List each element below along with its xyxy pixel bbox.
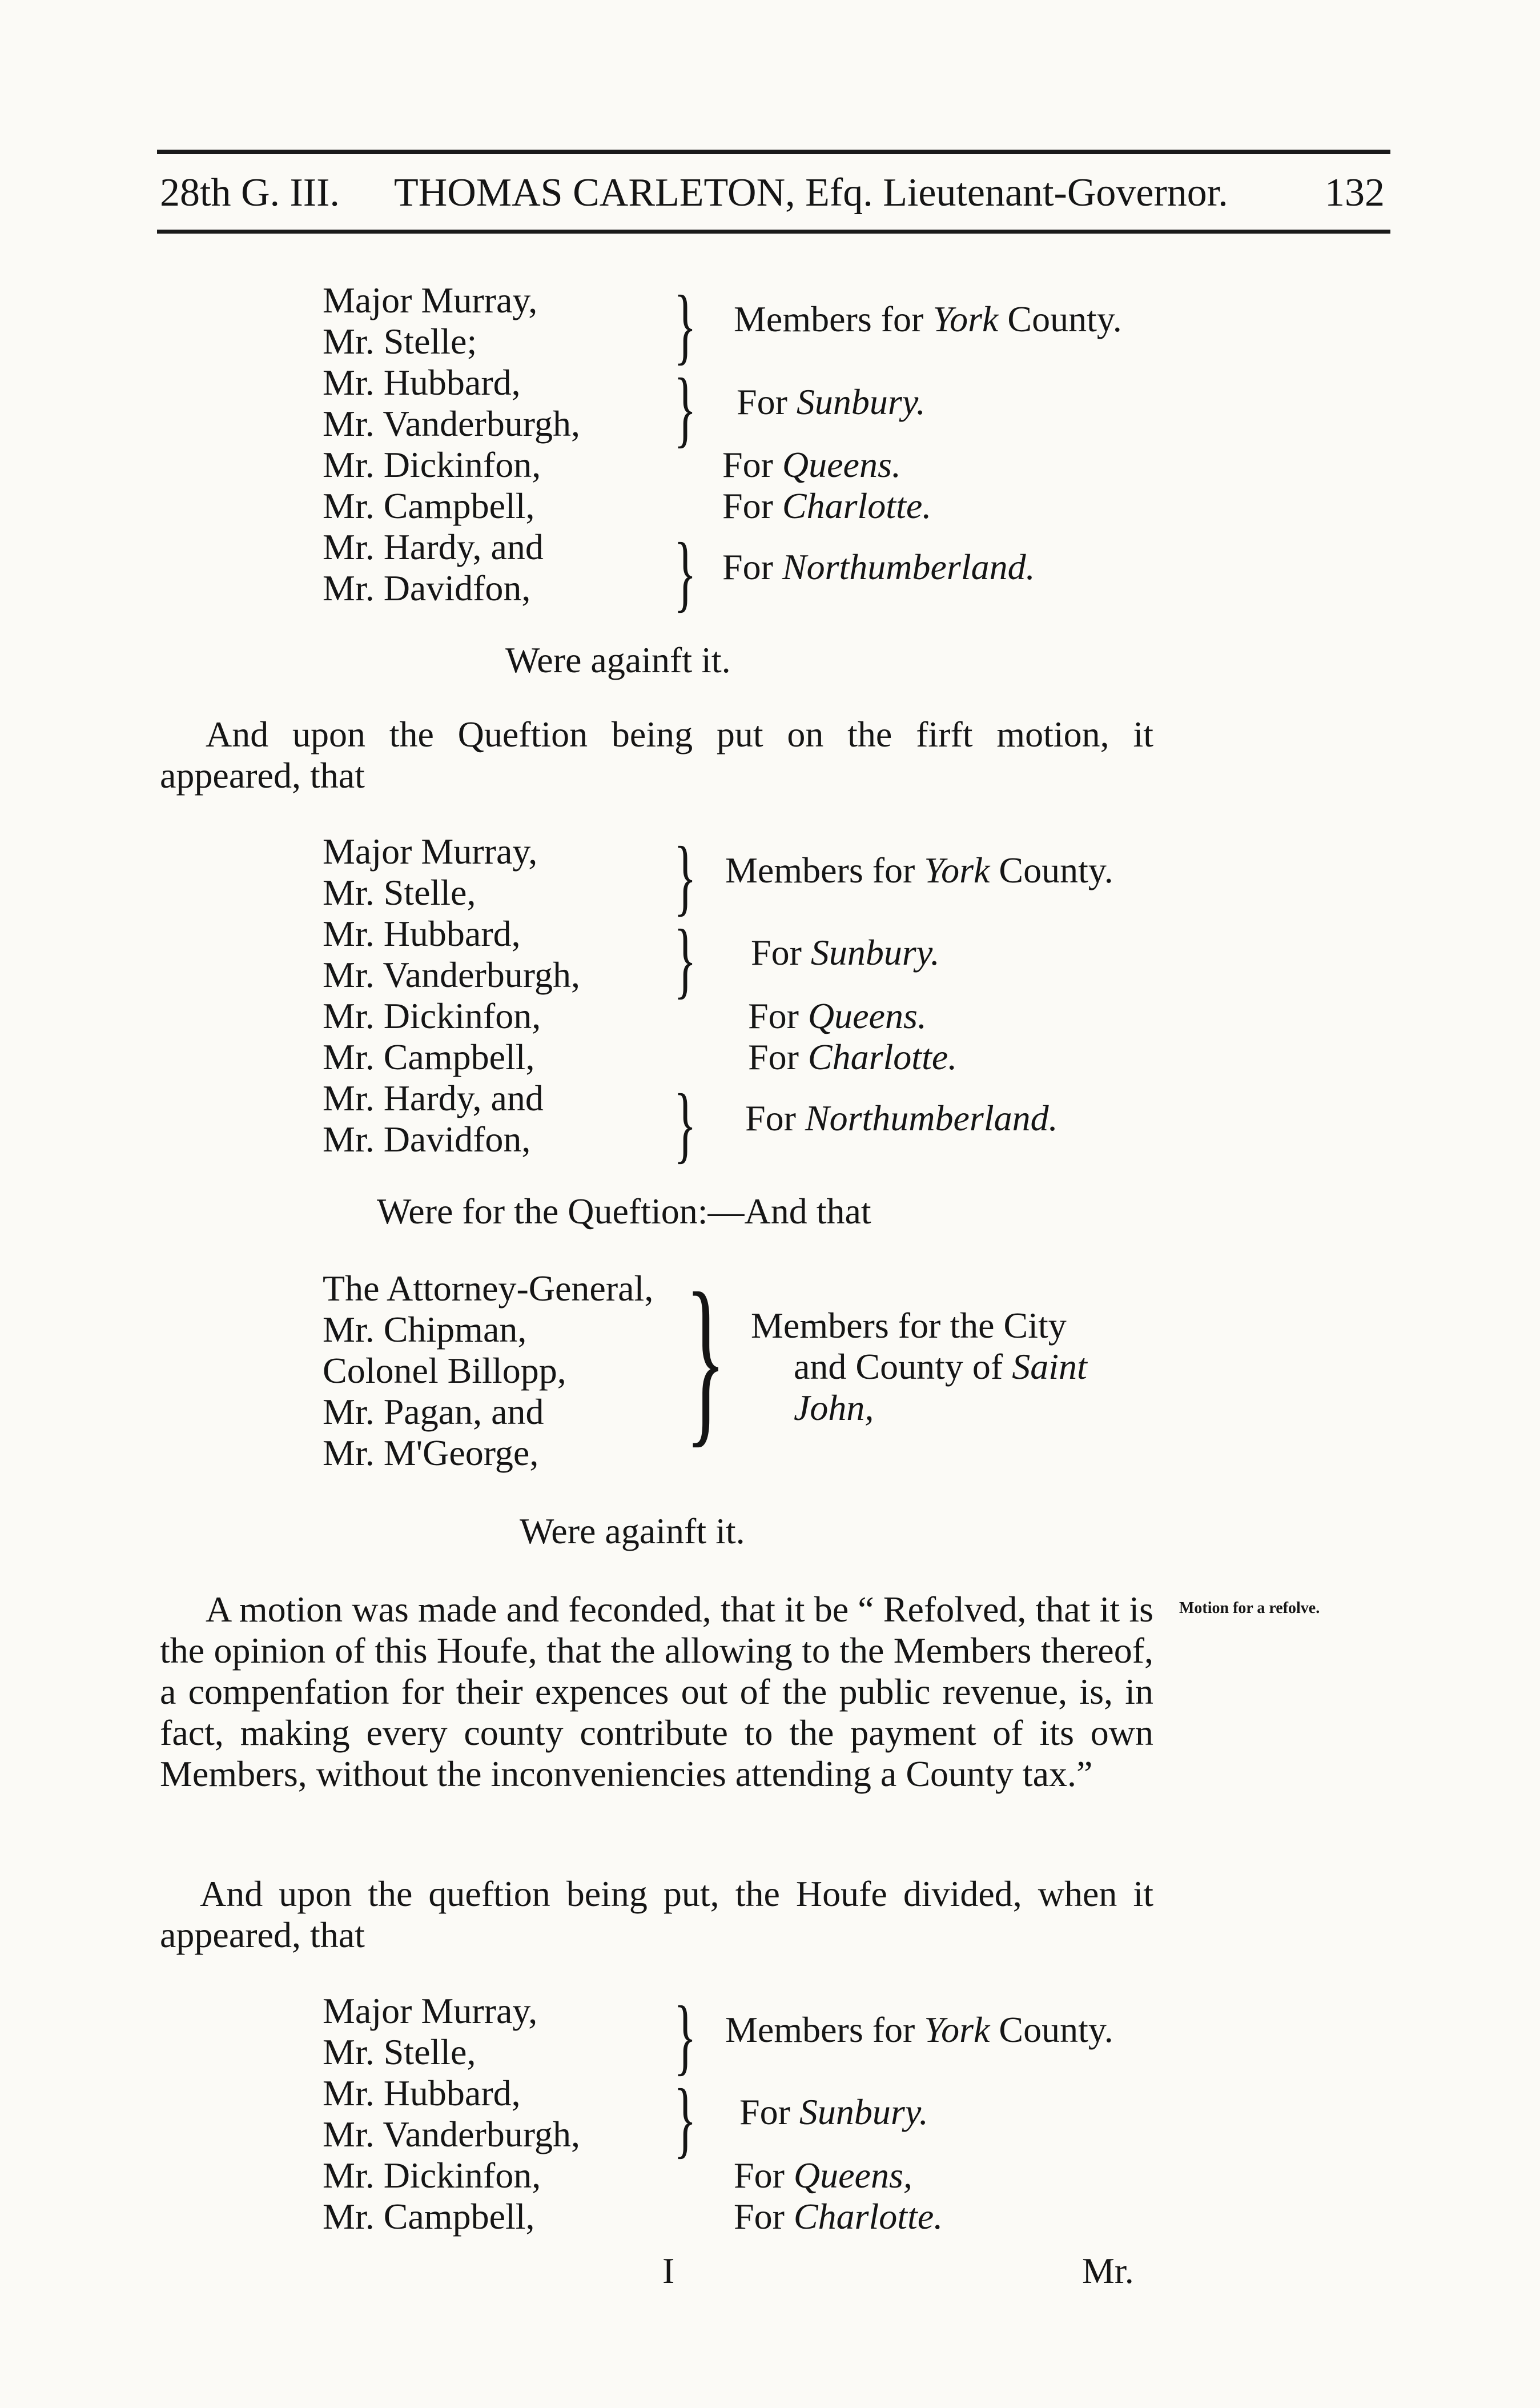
district-queens: For Queens.: [722, 444, 901, 485]
header-top-rule: [157, 150, 1390, 154]
member-name: Mr. Hardy, and: [323, 1078, 544, 1118]
district-queens: For Queens.: [748, 996, 927, 1036]
member-name: Mr. M'George,: [323, 1432, 539, 1473]
member-name: Major Murray,: [323, 831, 538, 872]
member-name: Mr. Dickinfon,: [323, 444, 541, 485]
brace: }: [674, 361, 697, 456]
brace: }: [674, 525, 697, 620]
district-queens: For Queens,: [734, 2155, 912, 2196]
member-name: Mr. Vanderburgh,: [323, 2114, 580, 2154]
header-bottom-rule: [157, 230, 1390, 234]
district-saint-john-line-3: John,: [794, 1387, 874, 1428]
brace: }: [674, 2072, 697, 2166]
member-name: Mr. Hubbard,: [323, 362, 521, 403]
district-sunbury: For Sunbury.: [751, 932, 940, 973]
brace: }: [674, 912, 697, 1007]
member-name: Mr. Dickinfon,: [323, 996, 541, 1036]
member-name: Mr. Hardy, and: [323, 527, 544, 567]
member-name: Mr. Davidfon,: [323, 568, 531, 608]
member-name: Mr. Dickinfon,: [323, 2155, 541, 2196]
district-sunbury: For Sunbury.: [739, 2092, 928, 2132]
district-northumberland: For Northumberland.: [745, 1098, 1058, 1138]
member-name: Mr. Vanderburgh,: [323, 954, 580, 995]
member-name: Major Murray,: [323, 280, 538, 320]
paragraph: And upon the Queftion being put on the firft motion, it appeared, that: [160, 714, 1153, 796]
district-saint-john-line-2: and County of Saint: [794, 1346, 1087, 1387]
page-title: THOMAS CARLETON, Efq. Lieutenant-Governor.: [394, 171, 1228, 215]
member-name: Colonel Billopp,: [323, 1350, 566, 1391]
member-name: Mr. Stelle,: [323, 2032, 476, 2072]
district-charlotte: For Charlotte.: [748, 1037, 958, 1077]
brace: }: [685, 1255, 726, 1463]
member-name: Mr. Stelle;: [323, 321, 477, 362]
running-header: [160, 170, 1388, 227]
margin-note: Motion for a refolve.: [1179, 1599, 1320, 1617]
member-name: Mr. Chipman,: [323, 1309, 527, 1350]
paragraph: And upon the queftion being put, the Houfe divided, when it appeared, that: [160, 1873, 1153, 1955]
paragraph: A motion was made and feconded, that it be “ Refolved, that it is the opinion of this Houfe, that the allowing to the Members thereof, a compenfation for their expences out of the public revenue, is, in fact, making every county contribute to the payment of its own Members, without the inconveniencies attending a County tax.”: [160, 1589, 1153, 1794]
member-name: Mr. Hubbard,: [323, 913, 521, 954]
brace: }: [674, 1077, 697, 1171]
member-name: The Attorney-General,: [323, 1268, 654, 1309]
member-name: Mr. Davidfon,: [323, 1119, 531, 1159]
vote-result: Were for the Queftion:—And that: [377, 1191, 871, 1231]
district-saint-john-line-1: Members for the City: [751, 1305, 1067, 1346]
catchword: Mr.: [1082, 2250, 1134, 2291]
district-charlotte: For Charlotte.: [722, 485, 932, 526]
member-name: Mr. Pagan, and: [323, 1391, 544, 1432]
district-charlotte: For Charlotte.: [734, 2196, 943, 2237]
page-number: 132: [1325, 171, 1385, 215]
member-name: Major Murray,: [323, 1990, 538, 2031]
district-york: Members for York County.: [734, 299, 1122, 339]
member-name: Mr. Vanderburgh,: [323, 403, 580, 444]
district-york: Members for York County.: [725, 2009, 1113, 2050]
brace: }: [674, 829, 697, 924]
regnal-year: 28th G. III.: [160, 171, 340, 215]
brace: }: [674, 1989, 697, 2084]
member-name: Mr. Stelle,: [323, 872, 476, 913]
vote-result: Were againft it.: [520, 1511, 745, 1551]
member-name: Mr. Hubbard,: [323, 2073, 521, 2113]
district-northumberland: For Northumberland.: [722, 547, 1035, 587]
member-name: Mr. Campbell,: [323, 2196, 535, 2237]
member-name: Mr. Campbell,: [323, 1037, 535, 1077]
district-york: Members for York County.: [725, 850, 1113, 890]
district-sunbury: For Sunbury.: [737, 382, 926, 422]
brace: }: [674, 278, 697, 373]
vote-result: Were againft it.: [505, 640, 731, 680]
signature-mark: I: [662, 2250, 675, 2291]
member-name: Mr. Campbell,: [323, 485, 535, 526]
